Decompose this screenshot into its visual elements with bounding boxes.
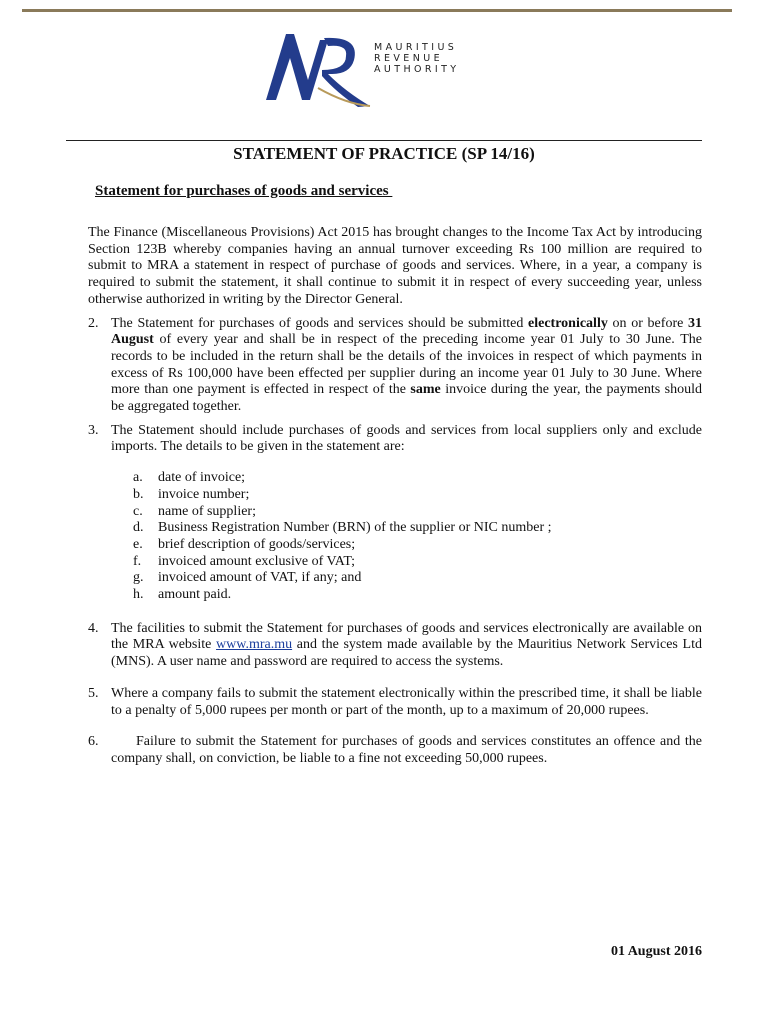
paragraph-number: 2. <box>88 315 99 331</box>
paragraph-2 <box>88 316 702 416</box>
list-text: name of supplier; <box>158 503 256 519</box>
list-text: amount paid. <box>158 587 232 603</box>
list-text: invoiced amount exclusive of VAT; <box>158 553 356 569</box>
document-body <box>88 225 702 768</box>
list-item <box>133 587 702 604</box>
mra-logo <box>262 30 472 110</box>
mra-logo-mark-icon <box>262 30 372 110</box>
list-text: date of invoice; <box>158 470 246 486</box>
list-text: brief description of goods/services; <box>158 536 356 552</box>
bold-span: 31 August <box>111 315 702 348</box>
paragraph-number: 3. <box>88 422 99 438</box>
list-marker: h. <box>133 587 144 603</box>
list-marker: c. <box>133 503 143 519</box>
intro-paragraph: The Finance (Miscellaneous Provisions) Act 2015 has brought changes to the Income Tax Act by introducing Section 123B whereby companies having an annual turnover exceeding Rs 100 million are required to submit to MRA a statement in respect of purchase of goods and services. Where, in a year, a company is required to submit the statement, it shall continue to submit it in respect of every succeeding year, unless otherwise authorized in writing by the Director General. <box>88 225 702 307</box>
document-date: 01 August 2016 <box>610 944 702 959</box>
logo-line-1: MAURITIUS <box>374 42 458 53</box>
text-span: on or before <box>607 315 688 331</box>
text-span: of every year and shall be in respect of the preceding income year 01 July to 30 June. The records to be included in the return shall be the details of the invoices in respect of which payments in excess of Rs 100,000 have been effected per supplier during an income year 01 July to 30 June. Where more than one payment is effected in respect of the <box>111 332 702 398</box>
text-span: The Statement for purchases of goods and services should be submitted <box>111 315 529 331</box>
paragraph-3 <box>88 423 702 456</box>
bold-span: electronically <box>528 315 608 331</box>
list-item <box>133 520 702 537</box>
list-item <box>133 570 702 587</box>
header-rule <box>66 140 702 141</box>
list-item <box>133 554 702 571</box>
document-subtitle: Statement for purchases of goods and services <box>95 183 393 199</box>
text-span: The facilities to submit the Statement for purchases of goods and services electronically are available on the MRA website <box>111 620 702 653</box>
mra-website-link[interactable]: www.mra.mu <box>216 637 293 653</box>
text-span: invoice during the year, the payments should be aggregated together. <box>111 382 702 415</box>
paragraph-text: Where a company fails to submit the statement electronically within the prescribed time, it shall be liable to a penalty of 5,000 rupees per month or part of the month, up to a maximum of 20,000 rupees. <box>111 685 702 718</box>
paragraph-number: 6. <box>88 734 99 750</box>
list-marker: f. <box>133 553 142 569</box>
paragraph-text: Failure to submit the Statement for purchases of goods and services constitutes an offence and the company shall, on conviction, be liable to a fine not exceeding 50,000 rupees. <box>111 734 702 766</box>
paragraph-number: 5. <box>88 685 99 701</box>
list-text: invoiced amount of VAT, if any; and <box>158 570 362 586</box>
document-title: STATEMENT OF PRACTICE (SP 14/16) <box>233 144 535 163</box>
list-marker: g. <box>133 570 144 586</box>
paragraph-6 <box>88 734 702 767</box>
logo-line-3: AUTHORITY <box>374 64 460 75</box>
list-item <box>133 470 702 487</box>
list-marker: e. <box>133 536 143 552</box>
list-text: invoice number; <box>158 486 250 502</box>
top-rule <box>22 9 732 12</box>
bold-span: same <box>410 382 441 398</box>
list-item <box>133 487 702 504</box>
paragraph-number: 4. <box>88 620 99 636</box>
list-marker: d. <box>133 520 144 536</box>
paragraph-text <box>111 316 702 416</box>
paragraph-text: The Statement should include purchases of goods and services from local suppliers only and exclude imports. The details to be given in the statement are: <box>111 422 702 455</box>
paragraph-5 <box>88 686 702 719</box>
list-text: Business Registration Number (BRN) of the supplier or NIC number ; <box>158 520 552 536</box>
paragraph-4 <box>88 621 702 671</box>
detail-list <box>88 470 702 604</box>
logo-line-2: REVENUE <box>374 53 443 64</box>
list-item <box>133 504 702 521</box>
list-marker: b. <box>133 486 144 502</box>
paragraph-text <box>111 621 702 671</box>
list-item <box>133 537 702 554</box>
logo-wordmark <box>374 42 460 75</box>
text-span: and the system made available by the Mauritius Network Services Ltd (MNS). A user name and password are required to access the systems. <box>111 637 702 670</box>
list-marker: a. <box>133 470 143 486</box>
